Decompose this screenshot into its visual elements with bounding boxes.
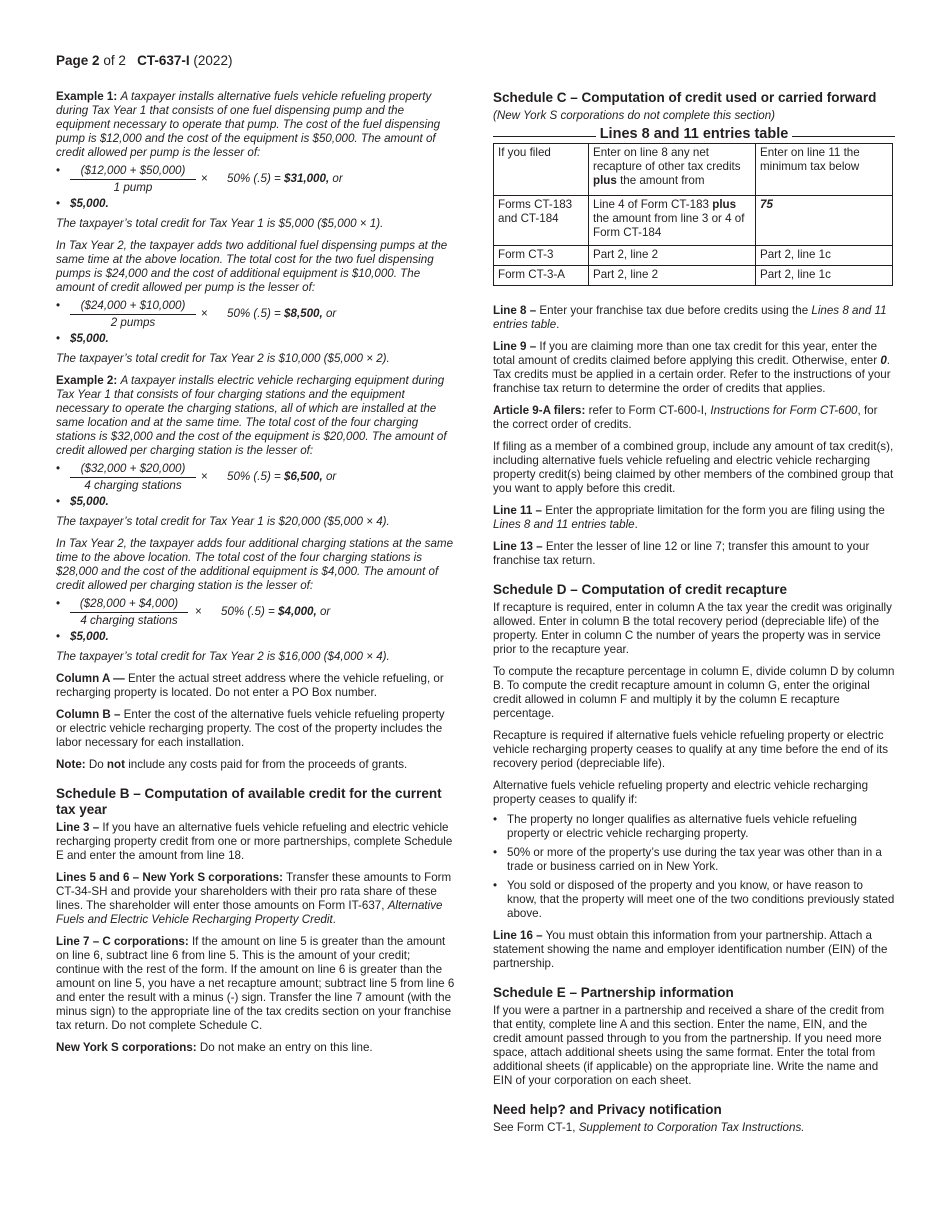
column-a-instructions: Column A — Enter the actual street address where the vehicle refueling, or recharging property is located. Do not enter a PO Box number. xyxy=(56,672,444,699)
list-item: • You sold or disposed of the property and you know, or have reason to know, that the property will meet one of the two conditions previously stated above. xyxy=(493,879,895,921)
article-9a-note: Article 9-A filers: refer to Form CT-600-I, Instructions for Form CT-600, for the correct order of credits. xyxy=(493,404,878,431)
list-item: • 50% or more of the property’s use during the tax year was other than in a trade or business carried on in New York. xyxy=(493,846,895,874)
schedule-b-title: Schedule B – Computation of available credit for the current tax year xyxy=(56,786,442,817)
column-b-instructions: Column B – Enter the cost of the alternative fuels vehicle refueling property or electric vehicle recharging property. The cost of the property includes the labor necessary for each installation. xyxy=(56,708,445,749)
lines-5-6-instructions: Lines 5 and 6 – New York S corporations: Transfer these amounts to Form CT-34-SH and provide your shareholders with their pro rata share of these lines. The shareholder will enter those amounts on Form IT-637, Alternative Fuels and Electric Vehicle Recharging Property Credit. xyxy=(56,871,452,926)
table-row: Form CT-3 Part 2, line 2 Part 2, line 1c xyxy=(494,246,893,266)
example-1-alt: • $5,000. xyxy=(56,197,109,210)
line-7-instructions: Line 7 – C corporations: If the amount on line 5 is greater than the amount on line 6, subtract line 6 from line 5. This is the amount of your credit; continue with the rest of the form. If the amount on line 6 is greater than the amount on line 5, you have a net recapture amount; subtract line 5 from line 6 and enter the result with a minus (-) sign. Transfer the line 7 amount (with the minus sign) to the appropriate line of the tax credits section on your franchise tax return. Do not complete Schedule C. xyxy=(56,935,455,1032)
page-label: Page xyxy=(56,53,89,68)
example-1-total-2: The taxpayer’s total credit for Tax Year 2 is $10,000 ($5,000 × 2). xyxy=(56,352,390,365)
form-year: (2022) xyxy=(193,53,233,68)
note: Note: Do not include any costs paid for from the proceeds of grants. xyxy=(56,758,408,771)
example-2-intro: Example 2: A taxpayer installs electric vehicle recharging equipment during Tax Year 1 that consists of four charging stations and the equipment necessary to operate the charging stations, all of which are installed at the same location and at the same time. The total cost of the four charging stations is $32,000 and the cost of the equipment is $20,000. The amount of credit allowed per charging station is the lesser of: xyxy=(56,374,447,457)
example-1-alt-2: • $5,000. xyxy=(56,332,109,345)
combined-group-note: If filing as a member of a combined group, include any amount of tax credit(s), including alternative fuels vehicle refueling and electric vehicle recharging property credit(s) being claimed by other members of the combined group that you want to apply before this credit. xyxy=(493,440,894,495)
schedule-e-title: Schedule E – Partnership information xyxy=(493,985,734,1000)
schedule-d-p1: If recapture is required, enter in column A the tax year the credit was originally allowed. Enter in column B the total recovery period (depreciable life) of the property. Enter in column C the number of years the property was in service prior to the recapture year. xyxy=(493,601,892,656)
schedule-c-subtitle: (New York S corporations do not complete this section) xyxy=(493,109,776,122)
schedule-d-title: Schedule D – Computation of credit recapture xyxy=(493,582,788,597)
example-2-total-2: The taxpayer’s total credit for Tax Year 2 is $16,000 ($4,000 × 4). xyxy=(56,650,390,663)
page-of: of 2 xyxy=(103,53,126,68)
page-number: 2 xyxy=(92,53,100,68)
example-2-calc: • ($32,000 + $20,000) 4 charging stations × 50% (.5) = $6,500, or xyxy=(56,462,337,492)
schedule-e-text: If you were a partner in a partnership and received a share of the credit from that entity, complete line A and this section. Enter the name, EIN, and the credit amount passed through to you from the partnership. If you need more space, attach additional sheets using the same format. Enter the total from additional sheets (if applicable) on the appropriate line. Write the name and EIN of your corporation on each sheet. xyxy=(493,1004,885,1087)
example-1-calc: • ($12,000 + $50,000) 1 pump × 50% (.5) = $31,000, or xyxy=(56,164,343,194)
example-1-total: The taxpayer’s total credit for Tax Year 1 is $5,000 ($5,000 × 1). xyxy=(56,217,384,230)
line-8-instructions: Line 8 – Enter your franchise tax due before credits using the Lines 8 and 11 entries table. xyxy=(493,304,887,331)
list-item: • The property no longer qualifies as alternative fuels vehicle refueling property or electric vehicle recharging property. xyxy=(493,813,895,841)
recapture-conditions xyxy=(493,813,895,921)
table-row: If you filed Enter on line 8 any net recapture of other tax credits plus the amount from Enter on line 11 the minimum tax below xyxy=(494,144,893,196)
help-title: Need help? and Privacy notification xyxy=(493,1102,722,1117)
form-id: CT-637-I xyxy=(137,53,190,68)
entries-table xyxy=(493,143,893,286)
example-2-alt: • $5,000. xyxy=(56,495,109,508)
entries-table-title: Lines 8 and 11 entries table xyxy=(493,127,895,141)
example-2-calc-2: • ($28,000 + $4,000) 4 charging stations × 50% (.5) = $4,000, or xyxy=(56,597,331,627)
right-column xyxy=(493,90,895,1143)
example-1-intro: Example 1: A taxpayer installs alternative fuels vehicle refueling property during Tax Year 1 that consists of one fuel dispensing pump and the equipment necessary to operate that pump. The cost of the fuel dispensing pump is $12,000 and the cost of the equipment is $50,000. The amount of credit allowed per pump is the lesser of: xyxy=(56,90,441,159)
line-13-instructions: Line 13 – Enter the lesser of line 12 or line 7; transfer this amount to your franchise tax return. xyxy=(493,540,870,567)
line-3-instructions: Line 3 – If you have an alternative fuels vehicle refueling and electric vehicle recharging property credit from one or more partnerships, complete Schedule E and enter the amount from line 18. xyxy=(56,821,453,862)
table-row: Form CT-3-A Part 2, line 2 Part 2, line 1c xyxy=(494,266,893,286)
line-11-instructions: Line 11 – Enter the appropriate limitation for the form you are filing using the Lines 8 and 11 entries table. xyxy=(493,504,885,531)
table-row: Forms CT-183 and CT-184 Line 4 of Form CT-183 plus the amount from line 3 or 4 of Form CT-184 75 xyxy=(494,196,893,246)
help-text: See Form CT-1, Supplement to Corporation Tax Instructions. xyxy=(493,1121,805,1134)
example-1-year2: In Tax Year 2, the taxpayer adds two additional fuel dispensing pumps at the same time at the above location. The total cost for the two fuel dispensing pumps is $24,000 and the cost of additional equipment is $10,000. The amount of credit allowed per pump is the lesser of: xyxy=(56,239,448,294)
schedule-d-p3: Recapture is required if alternative fuels vehicle refueling property or electric vehicle recharging property ceases to qualify at any time before the end of its recovery period (depreciable life). xyxy=(493,729,889,770)
schedule-c-title: Schedule C – Computation of credit used or carried forward xyxy=(493,90,877,105)
example-2-year2: In Tax Year 2, the taxpayer adds four additional charging stations at the same time to the above location. The total cost of the four charging stations is $28,000 and the cost of the additional equipment is $4,000. The amount of credit allowed per charging station is the lesser of: xyxy=(56,537,454,592)
example-2-total: The taxpayer’s total credit for Tax Year 1 is $20,000 ($5,000 × 4). xyxy=(56,515,390,528)
ny-s-corp-note: New York S corporations: Do not make an entry on this line. xyxy=(56,1041,373,1054)
line-16-instructions: Line 16 – You must obtain this information from your partnership. Attach a statement showing the name and employer identification number (EIN) of the partnership. xyxy=(493,929,888,970)
example-2-alt-2: • $5,000. xyxy=(56,630,109,643)
schedule-d-p4: Alternative fuels vehicle refueling property and electric vehicle recharging property ceases to qualify if: xyxy=(493,779,869,806)
schedule-d-p2: To compute the recapture percentage in column E, divide column D by column B. To compute the credit recapture amount in column G, enter the original credit allowed in column F and multiply it by the column E recapture percentage. xyxy=(493,665,895,720)
left-column xyxy=(56,90,456,1063)
page-header xyxy=(56,53,232,68)
line-9-instructions: Line 9 – If you are claiming more than one tax credit for this year, enter the total amount of credits claimed before applying this credit. Otherwise, enter 0. Tax credits must be applied in a certain order. Refer to the instructions of your franchise tax return to determine the order of credits that applies. xyxy=(493,340,891,395)
example-1-calc-2: • ($24,000 + $10,000) 2 pumps × 50% (.5) = $8,500, or xyxy=(56,299,337,329)
